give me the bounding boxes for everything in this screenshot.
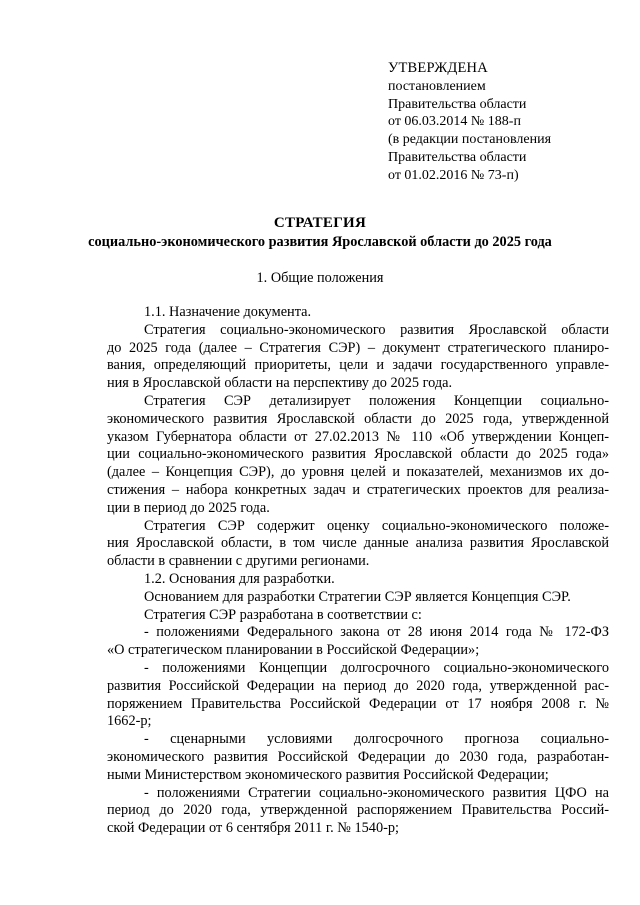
paragraph-line: ции в период до 2025 года.: [107, 499, 270, 516]
paragraph-line: Основанием для разработки Стратегии СЭР является Концепция СЭР.: [144, 588, 571, 605]
paragraph-line: стижения – набора конкретных задач и стратегических проектов для реализа-: [107, 481, 609, 498]
paragraph-line: поряжением Правительства Российской Федерации от 17 ноября 2008 г. №: [107, 695, 609, 712]
document-title: [0, 214, 640, 252]
paragraph: [107, 589, 609, 607]
title-main: СТРАТЕГИЯ: [273, 215, 367, 231]
paragraph: [107, 304, 609, 322]
paragraph-line: 1.1. Назначение документа.: [144, 304, 312, 320]
paragraph-line: (далее – Концепция СЭР), до уровня целей и показателей, механизмов их до-: [107, 464, 609, 481]
paragraph-line: развития Российской Федерации на период до 2020 года, утвержденной рас-: [107, 677, 609, 694]
paragraph: [107, 624, 609, 660]
approval-line: Правительства области: [388, 149, 527, 165]
approval-line: Правительства области: [388, 96, 527, 112]
paragraph-line: ции социально-экономического развития Ярославской области до 2025 года»: [107, 446, 609, 463]
paragraph: [107, 785, 609, 838]
paragraph-line: 1.2. Основания для разработки.: [144, 570, 335, 587]
paragraph-line: экономического развития Ярославской области до 2025 года, утвержденной: [107, 410, 609, 427]
paragraph: [107, 660, 609, 731]
paragraph-line: ния в Ярославской области на перспективу до 2025 года.: [107, 375, 453, 392]
document-body: [107, 304, 609, 838]
paragraph-line: - сценарными условиями долгосрочного прогноза социально-: [144, 731, 609, 748]
paragraph-line: ской Федерации от 6 сентября 2011 г. № 1540-р;: [107, 820, 399, 837]
paragraph-line: период до 2020 года, утвержденной распоряжением Правительства Россий-: [107, 802, 609, 819]
paragraph-line: - положениями Стратегии социально-экономического развития ЦФО на: [144, 784, 609, 801]
paragraph-line: экономического развития Российской Федерации до 2030 года, разработан-: [107, 748, 609, 765]
paragraph-line: области в сравнении с другими регионами.: [107, 553, 370, 570]
approval-line: постановлением: [388, 78, 486, 94]
approval-stamp: [388, 60, 628, 185]
paragraph-line: «О стратегическом планировании в Российской Федерации»;: [107, 642, 480, 659]
approval-line: от 01.02.2016 № 73-п): [388, 167, 519, 183]
paragraph: [107, 518, 609, 571]
approval-line: (в редакции постановления: [388, 132, 552, 148]
paragraph-line: - положениями Федерального закона от 28 июня 2014 года № 172-ФЗ: [144, 624, 609, 641]
paragraph: [107, 607, 609, 625]
paragraph-line: до 2025 года (далее – Стратегия СЭР) – документ стратегического планиро-: [107, 339, 609, 356]
paragraph: [107, 731, 609, 784]
paragraph-line: Стратегия СЭР разработана в соответствии с:: [144, 606, 422, 623]
section-heading: 1. Общие положения: [256, 270, 384, 286]
paragraph-line: указом Губернатора области от 27.02.2013 № 110 «Об утверждении Концеп-: [107, 428, 609, 445]
paragraph: [107, 322, 609, 393]
paragraph-line: Стратегия социально-экономического развития Ярославской области: [144, 321, 609, 338]
approval-line: УТВЕРЖДЕНА: [388, 60, 488, 76]
approval-line: от 06.03.2014 № 188-п: [388, 114, 521, 130]
paragraph-line: Стратегия СЭР детализирует положения Концепции социально-: [144, 392, 609, 409]
paragraph: [107, 393, 609, 518]
paragraph-line: ными Министерством экономического развития Российской Федерации;: [107, 766, 549, 783]
paragraph-line: Стратегия СЭР содержит оценку социально-экономического положе-: [144, 517, 609, 534]
paragraph-line: - положениями Концепции долгосрочного социально-экономического: [144, 659, 609, 676]
title-sub: социально-экономического развития Ярославской области до 2025 года: [88, 234, 552, 250]
paragraph-line: вания, определяющий приоритеты, цели и задачи государственного управле-: [107, 357, 609, 374]
paragraph: [107, 571, 609, 589]
paragraph-line: 1662-р;: [107, 713, 152, 730]
paragraph-line: ния Ярославской области, в том числе данные анализа развития Ярославской: [107, 535, 609, 552]
